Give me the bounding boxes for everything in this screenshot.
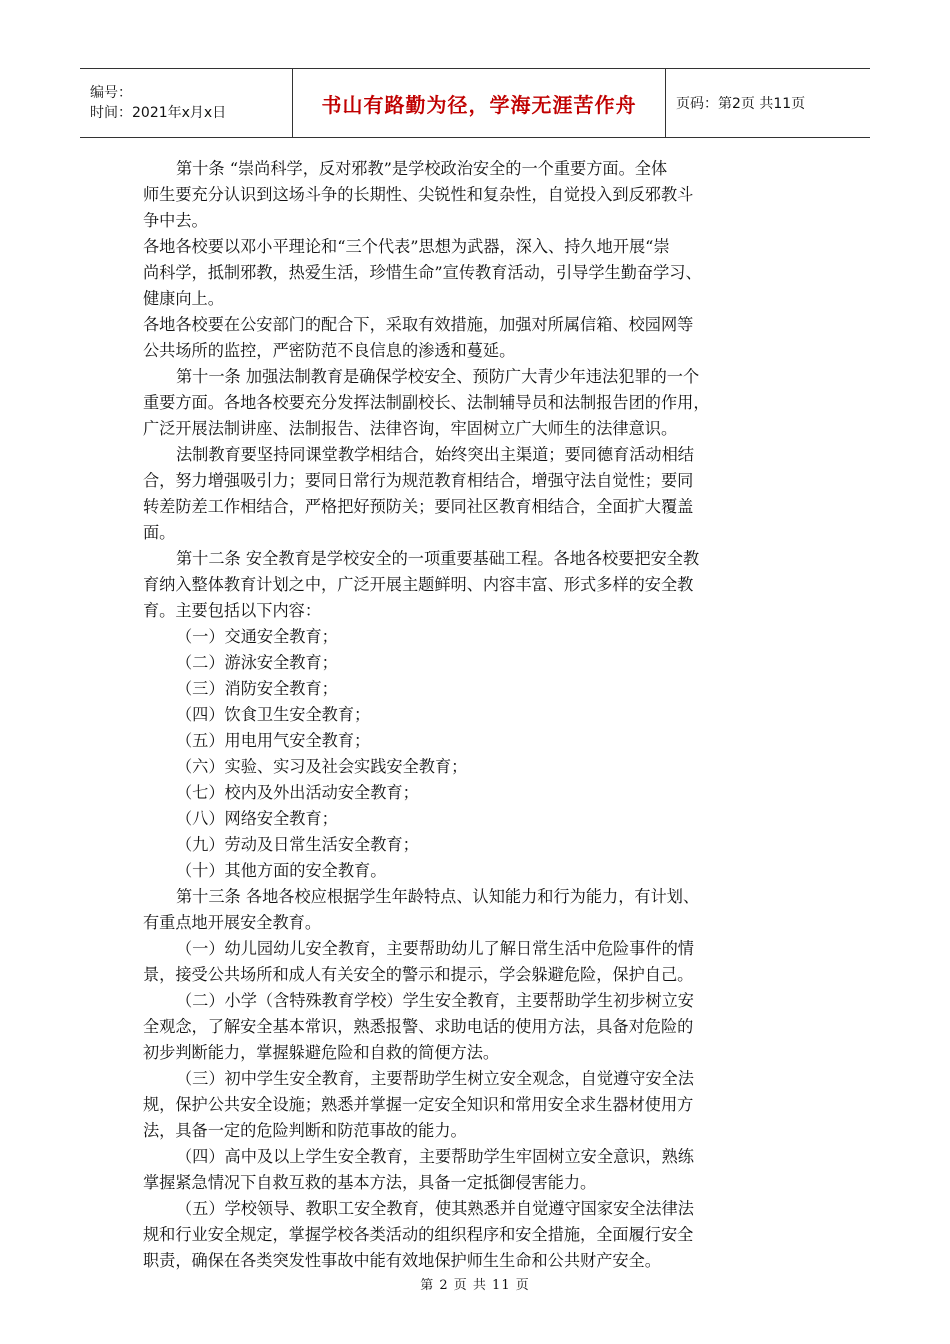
body-text-line: 法，具备一定的危险判断和防范事故的能力。 bbox=[143, 1121, 467, 1140]
body-text-line: 育。主要包括以下内容： bbox=[143, 601, 322, 620]
page-footer: 第 2 页 共 11 页 bbox=[420, 1278, 530, 1293]
body-text-line: 各地各校要以邓小平理论和“三个代表”思想为武器，深入、持久地开展“崇 bbox=[143, 237, 670, 256]
body-text-line: （三）消防安全教育； bbox=[176, 679, 338, 698]
header-page-cell bbox=[666, 69, 870, 137]
body-text-line: 掌握紧急情况下自救互救的基本方法，具备一定抵御侵害能力。 bbox=[143, 1173, 597, 1192]
body-text-line: 育纳入整体教育计划之中，广泛开展主题鲜明、内容丰富、形式多样的安全教 bbox=[143, 575, 694, 594]
header-page-number: 页码：第2页 共11页 bbox=[676, 96, 806, 112]
document-number-label: 编号： bbox=[90, 85, 132, 101]
body-text-line: （五）学校领导、教职工安全教育，使其熟悉并自觉遵守国家安全法律法 bbox=[176, 1199, 694, 1218]
body-text-line: （八）网络安全教育； bbox=[176, 809, 338, 828]
body-text-line: （七）校内及外出活动安全教育； bbox=[176, 783, 419, 802]
document-body bbox=[143, 156, 808, 1274]
body-text-line: 健康向上。 bbox=[143, 289, 224, 308]
body-text-line: （三）初中学生安全教育，主要帮助学生树立安全观念，自觉遵守安全法 bbox=[176, 1069, 694, 1088]
page-header bbox=[80, 68, 870, 138]
body-text-line: （四）饮食卫生安全教育； bbox=[176, 705, 371, 724]
body-text-line: （一）幼儿园幼儿安全教育，主要帮助幼儿了解日常生活中危险事件的情 bbox=[176, 939, 694, 958]
body-text-line: 第十条 “崇尚科学，反对邪教”是学校政治安全的一个重要方面。全体 bbox=[176, 159, 668, 178]
body-text-line: 师生要充分认识到这场斗争的长期性、尖锐性和复杂性，自觉投入到反邪教斗 bbox=[143, 185, 694, 204]
body-text-line: 规和行业安全规定，掌握学校各类活动的组织程序和安全措施，全面履行安全 bbox=[143, 1225, 694, 1244]
body-text-line: 第十二条 安全教育是学校安全的一项重要基础工程。各地各校要把安全教 bbox=[176, 549, 700, 568]
body-text-line: 争中去。 bbox=[143, 211, 208, 230]
body-text-line: （五）用电用气安全教育； bbox=[176, 731, 371, 750]
body-text-line: （四）高中及以上学生安全教育，主要帮助学生牢固树立安全意识，熟练 bbox=[176, 1147, 694, 1166]
body-text-line: 初步判断能力，掌握躲避危险和自救的简便方法。 bbox=[143, 1043, 500, 1062]
body-text-line: （九）劳动及日常生活安全教育； bbox=[176, 835, 419, 854]
document-date-label: 时间：2021年x月x日 bbox=[90, 105, 227, 121]
header-motto: 书山有路勤为径，学海无涯苦作舟 bbox=[321, 92, 637, 117]
body-text-line: 合，努力增强吸引力；要同日常行为规范教育相结合，增强守法自觉性；要同 bbox=[143, 471, 694, 490]
body-text-line: （二）游泳安全教育； bbox=[176, 653, 338, 672]
body-text-line: （十）其他方面的安全教育。 bbox=[176, 861, 387, 880]
body-text-line: 广泛开展法制讲座、法制报告、法律咨询，牢固树立广大师生的法律意识。 bbox=[143, 419, 678, 438]
body-text-line: 转差防差工作相结合，严格把好预防关；要同社区教育相结合，全面扩大覆盖 bbox=[143, 497, 694, 516]
body-text-line: 尚科学，抵制邪教，热爱生活，珍惜生命”宣传教育活动，引导学生勤奋学习、 bbox=[143, 263, 702, 282]
header-motto-cell bbox=[293, 69, 666, 137]
body-text-line: 法制教育要坚持同课堂教学相结合，始终突出主渠道；要同德育活动相结 bbox=[176, 445, 694, 464]
body-text-line: 面。 bbox=[143, 523, 176, 542]
body-text-line: 职责，确保在各类突发性事故中能有效地保护师生生命和公共财产安全。 bbox=[143, 1251, 661, 1270]
body-text-line: 各地各校要在公安部门的配合下，采取有效措施，加强对所属信箱、校园网等 bbox=[143, 315, 694, 334]
body-text-line: 第十一条 加强法制教育是确保学校安全、预防广大青少年违法犯罪的一个 bbox=[176, 367, 700, 386]
body-text-line: 景，接受公共场所和成人有关安全的警示和提示，学会躲避危险，保护自己。 bbox=[143, 965, 694, 984]
header-meta bbox=[80, 69, 293, 137]
body-text-line: 全观念，了解安全基本常识，熟悉报警、求助电话的使用方法，具备对危险的 bbox=[143, 1017, 694, 1036]
body-text-line: （二）小学（含特殊教育学校）学生安全教育，主要帮助学生初步树立安 bbox=[176, 991, 694, 1010]
body-text-line: （一）交通安全教育； bbox=[176, 627, 338, 646]
body-text-line: 公共场所的监控，严密防范不良信息的渗透和蔓延。 bbox=[143, 341, 516, 360]
body-text-line: 有重点地开展安全教育。 bbox=[143, 913, 322, 932]
body-text-line: 规，保护公共安全设施；熟悉并掌握一定安全知识和常用安全求生器材使用方 bbox=[143, 1095, 694, 1114]
body-text-line: 第十三条 各地各校应根据学生年龄特点、认知能力和行为能力，有计划、 bbox=[176, 887, 700, 906]
body-text-line: （六）实验、实习及社会实践安全教育； bbox=[176, 757, 468, 776]
body-text-line: 重要方面。各地各校要充分发挥法制副校长、法制辅导员和法制报告团的作用， bbox=[143, 393, 710, 412]
